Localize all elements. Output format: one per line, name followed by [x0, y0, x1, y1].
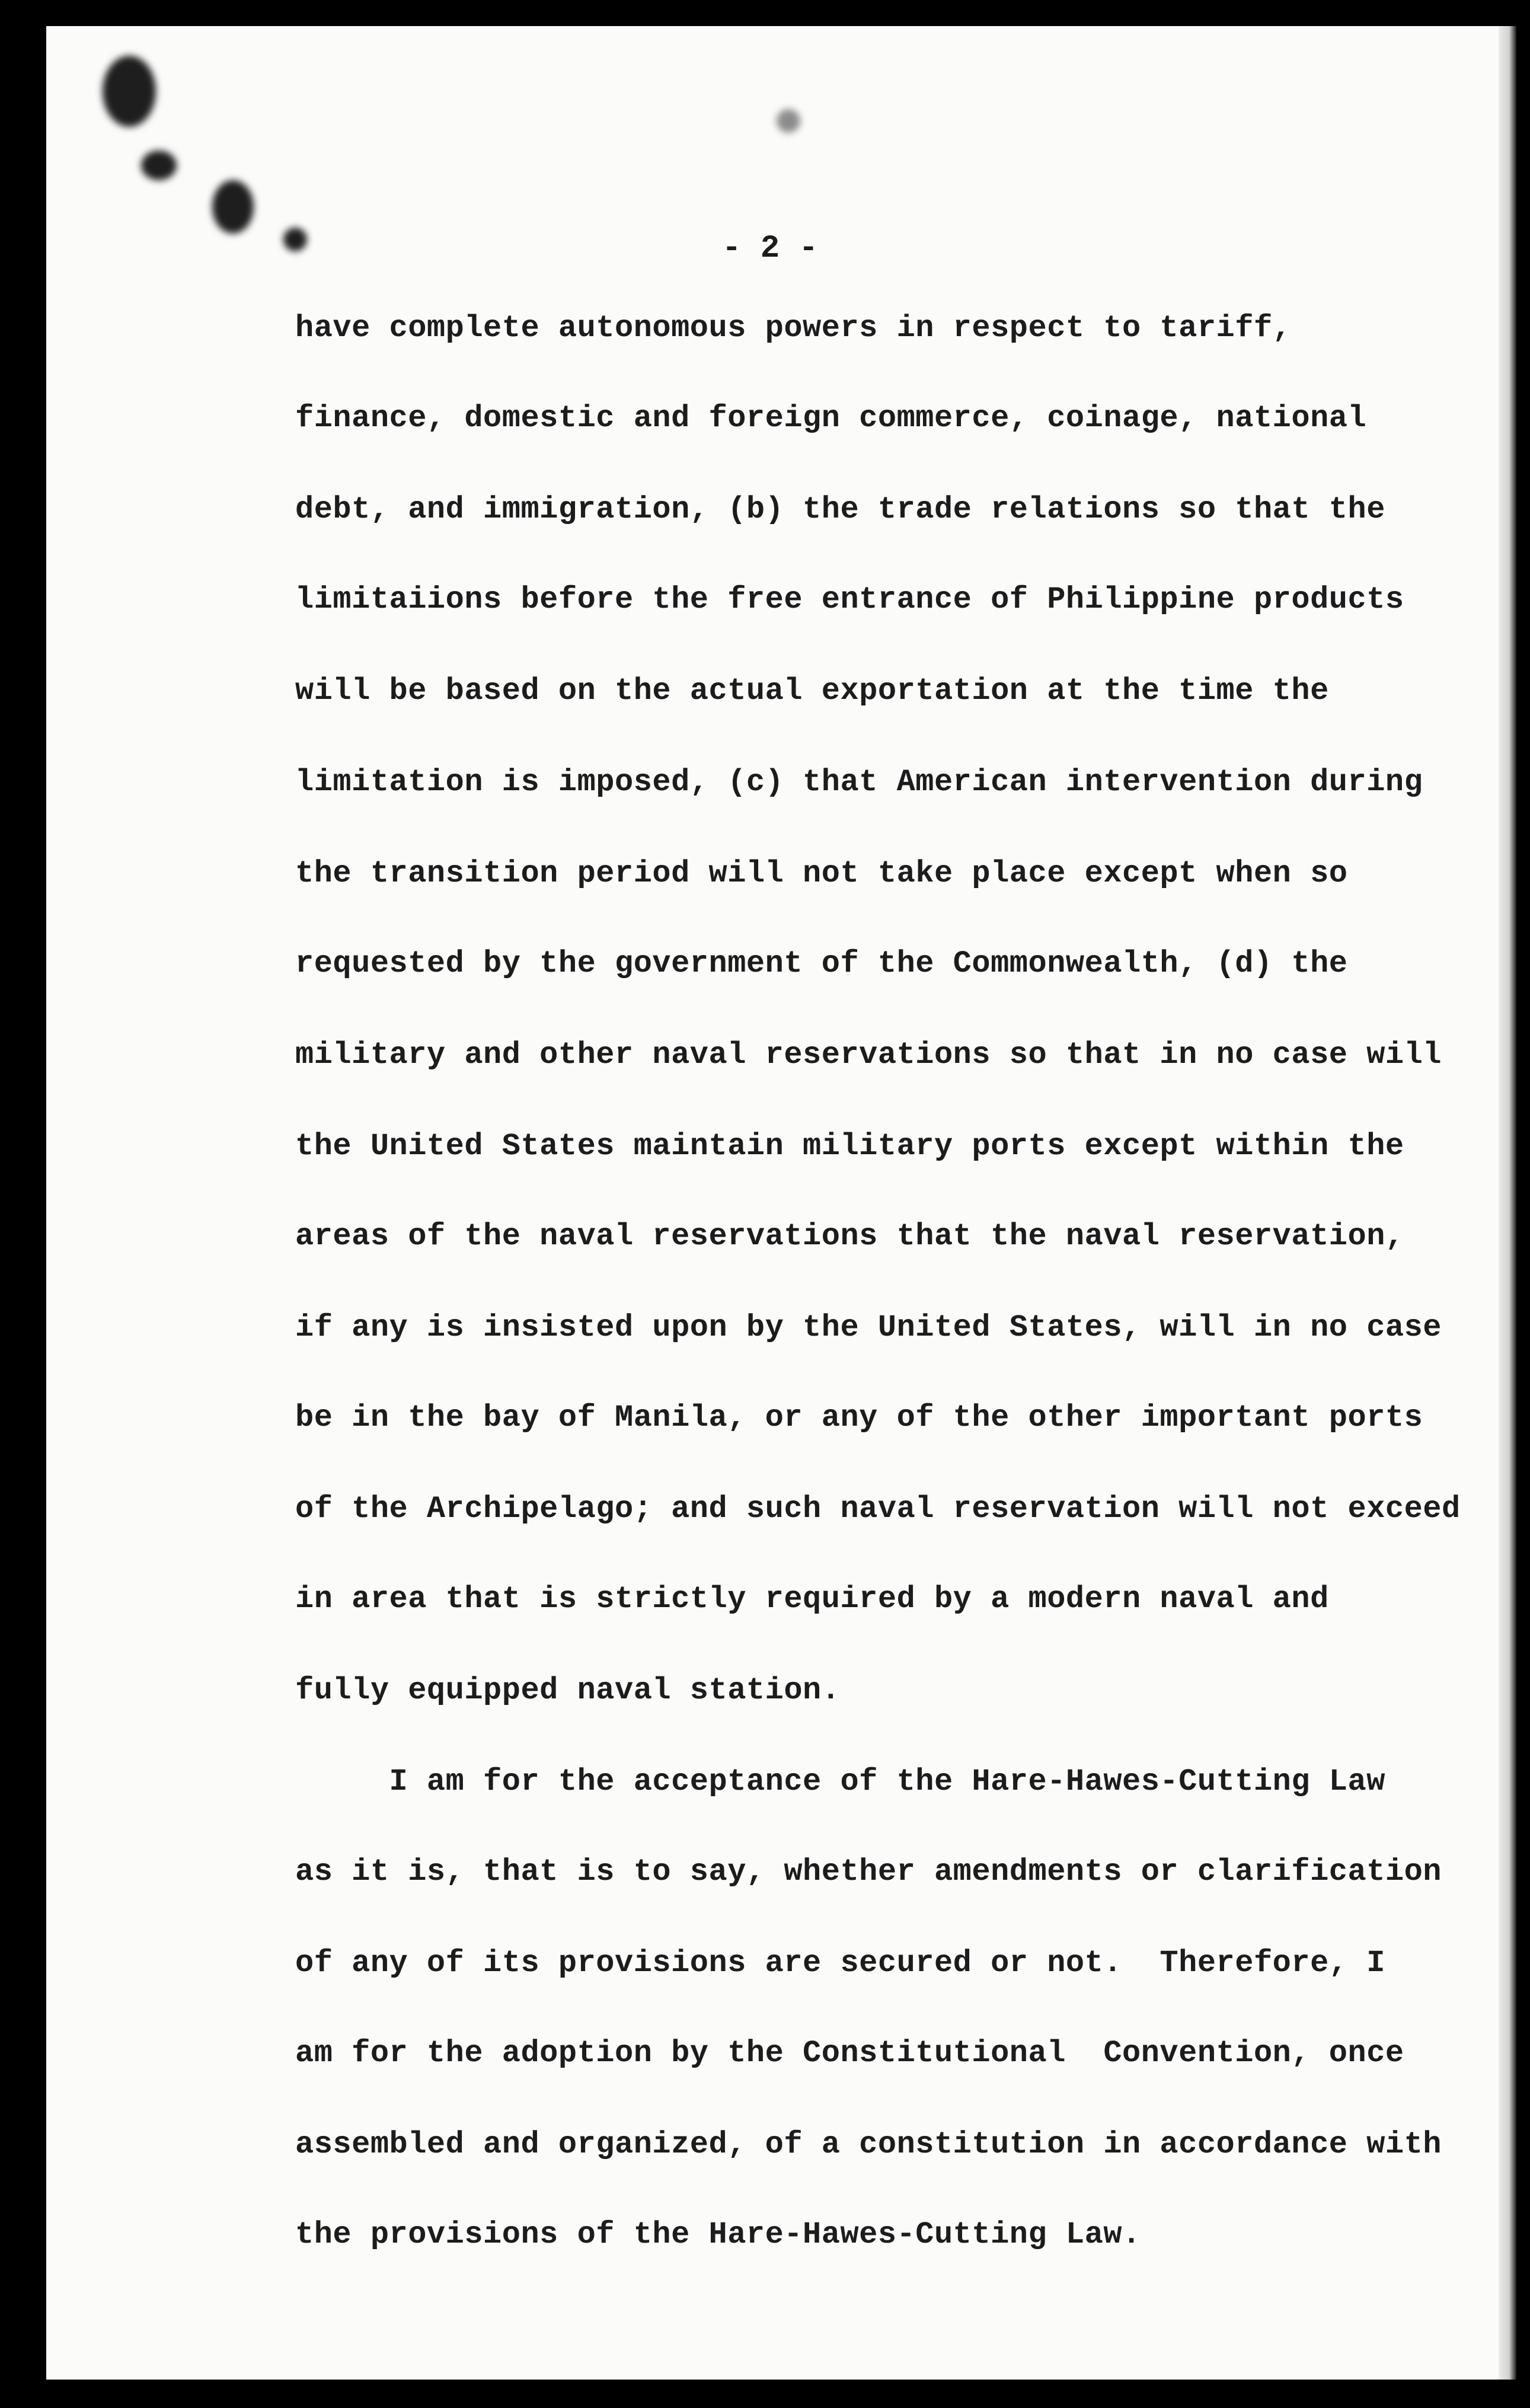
text-line: I am for the acceptance of the Hare-Hawes-Cutting Law — [295, 1764, 1385, 1799]
text-line: the provisions of the Hare-Hawes-Cutting Law. — [295, 2217, 1141, 2252]
text-line: assembled and organized, of a constitution in accordance with — [295, 2127, 1442, 2162]
text-line: am for the adoption by the Constitutional Convention, once — [295, 2036, 1404, 2071]
text-line: the transition period will not take place except when so — [295, 856, 1348, 891]
text-line: fully equipped naval station. — [295, 1673, 841, 1708]
text-line: of any of its provisions are secured or not. Therefore, I — [295, 1946, 1385, 1981]
ink-smudge — [141, 151, 177, 180]
page-edge — [1499, 26, 1516, 2380]
text-line: if any is insisted upon by the United States, will in no case — [295, 1310, 1442, 1345]
text-line: areas of the naval reservations that the naval reservation, — [295, 1219, 1404, 1254]
body-text — [295, 311, 1461, 2252]
ink-smudge — [777, 109, 800, 133]
ink-smudge — [103, 56, 156, 127]
text-line: of the Archipelago; and such naval reservation will not exceed — [295, 1492, 1461, 1526]
text-line: military and other naval reservations so that in no case will — [295, 1037, 1442, 1072]
text-line: the United States maintain military ports except within the — [295, 1129, 1404, 1164]
text-line: debt, and immigration, (b) the trade relations so that the — [295, 492, 1385, 527]
ink-smudge — [212, 180, 254, 234]
text-line: finance, domestic and foreign commerce, coinage, national — [295, 401, 1367, 436]
document-page — [46, 26, 1502, 2380]
text-line: in area that is strictly required by a modern naval and — [295, 1582, 1329, 1617]
text-line: limitation is imposed, (c) that American intervention during — [295, 765, 1423, 800]
text-line: have complete autonomous powers in respect to tariff, — [295, 311, 1292, 346]
page-number: - 2 - — [722, 231, 819, 267]
text-line: requested by the government of the Commonwealth, (d) the — [295, 946, 1348, 981]
text-line: as it is, that is to say, whether amendments or clarification — [295, 1854, 1442, 1889]
ink-smudge — [283, 228, 307, 251]
text-line: limitaiions before the free entrance of Philippine products — [295, 582, 1404, 617]
text-line: be in the bay of Manila, or any of the other important ports — [295, 1400, 1423, 1435]
text-line: will be based on the actual exportation at the time the — [295, 673, 1329, 708]
